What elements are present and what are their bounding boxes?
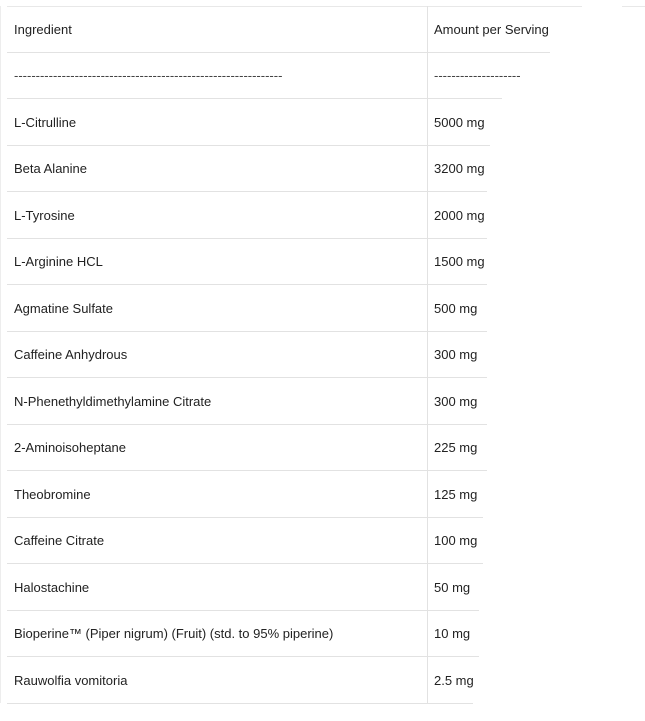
ingredient-cell: Bioperine™ (Piper nigrum) (Fruit) (std. to 95% piperine) [14, 626, 334, 641]
amount-cell: 3200 mg [434, 161, 485, 176]
separator-ingredient: -------------------------------------------------------------- [14, 68, 283, 83]
amount-cell: 1500 mg [434, 254, 485, 269]
ingredient-cell: Caffeine Anhydrous [14, 347, 128, 362]
table-row [0, 332, 645, 379]
amount-cell: 100 mg [434, 533, 478, 548]
amount-cell: 125 mg [434, 486, 478, 502]
amount-cell: 225 mg [434, 440, 478, 455]
ingredient-cell: Agmatine Sulfate [14, 300, 114, 316]
table-row [0, 239, 645, 286]
ingredient-cell: Halostachine [14, 579, 90, 595]
ingredient-cell: Theobromine [14, 486, 91, 502]
table-row [0, 146, 645, 193]
row-divider [7, 703, 473, 704]
ingredient-cell: Beta Alanine [14, 161, 88, 176]
table-row [0, 611, 645, 658]
table-row [0, 657, 645, 704]
header-amount: Amount per Serving [434, 21, 549, 37]
amount-cell: 300 mg [434, 347, 478, 362]
amount-cell: 300 mg [434, 393, 478, 409]
table-row [0, 425, 645, 472]
ingredient-cell: 2-Aminoisoheptane [14, 440, 127, 455]
ingredient-table [0, 6, 645, 704]
amount-cell: 500 mg [434, 300, 478, 316]
header-ingredient: Ingredient [14, 21, 72, 37]
ingredient-cell: L-Citrulline [14, 114, 77, 130]
table-row [0, 518, 645, 565]
ingredient-cell: L-Tyrosine [14, 207, 75, 223]
amount-cell: 10 mg [434, 626, 471, 641]
amount-cell: 2000 mg [434, 207, 485, 223]
table-row [0, 378, 645, 425]
table-row [0, 99, 645, 146]
table-header-row [0, 6, 645, 53]
separator-row [0, 53, 645, 100]
separator-amount: -------------------- [434, 68, 521, 83]
ingredient-cell: Caffeine Citrate [14, 533, 105, 548]
ingredient-cell: L-Arginine HCL [14, 254, 103, 269]
table-row [0, 285, 645, 332]
amount-cell: 2.5 mg [434, 672, 474, 688]
table-row [0, 564, 645, 611]
table-row [0, 192, 645, 239]
table-row [0, 471, 645, 518]
amount-cell: 5000 mg [434, 114, 485, 130]
ingredient-cell: N-Phenethyldimethylamine Citrate [14, 393, 212, 409]
ingredient-cell: Rauwolfia vomitoria [14, 672, 128, 688]
amount-cell: 50 mg [434, 579, 471, 595]
